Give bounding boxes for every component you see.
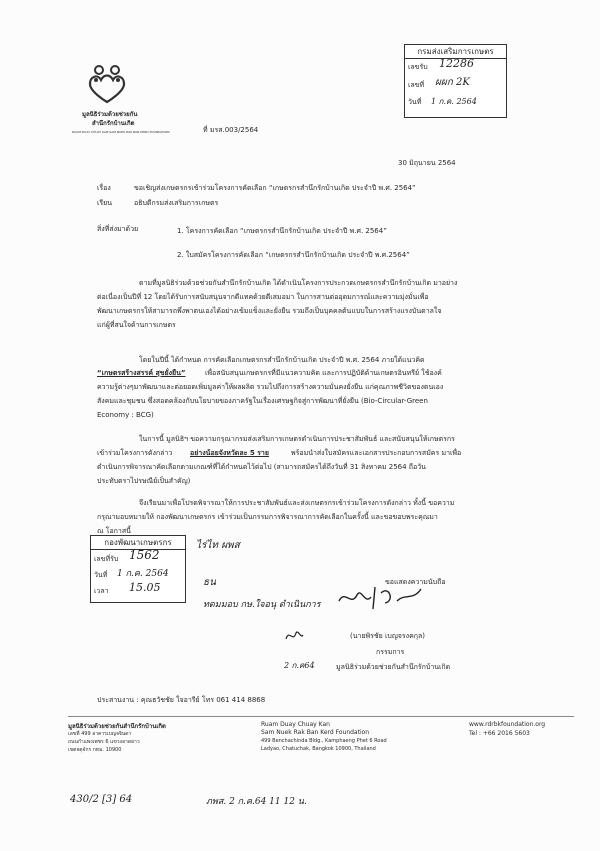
stamp-bottom-label: เลขที่รับ bbox=[94, 555, 119, 563]
receiving-stamp-top bbox=[404, 44, 507, 118]
stamp-top-value: ผผก 2K bbox=[435, 77, 470, 88]
initial-signature-icon bbox=[283, 627, 305, 645]
paragraph-3-line: ในการนี้ มูลนิธิฯ ขอความกรุณากรมส่งเสริมการเกษตรดำเนินการประชาสัมพันธ์ และสนับสนุนให้เกษตรกร bbox=[139, 435, 455, 443]
paragraph-3-line: ดำเนินการพิจารณาคัดเลือกตามเกณฑ์ที่ได้กำหนดไว้ต่อไป (สามารถสมัครได้ถึงวันที่ 31 สิงหาคม 2564 ถือวัน bbox=[97, 463, 426, 471]
to-text: อธิบดีกรมส่งเสริมการเกษตร bbox=[134, 199, 219, 207]
paragraph-2-lead: โดยในปีนี้ ได้กำหนด การคัดเลือกเกษตรกรสำนึกรักบ้านเกิด ประจำปี พ.ศ. 2564 ภายใต้แนวคิด bbox=[139, 356, 425, 364]
handwritten-note-mark: ธน bbox=[203, 577, 216, 588]
footer-th-line: ถนนกำแพงเพชร 6 แขวงลาดยาว bbox=[68, 739, 140, 745]
signer-org: มูลนิธิร่วมด้วยช่วยกันสำนึกรักบ้านเกิด bbox=[336, 663, 451, 671]
enclosure-item: 2. ใบสมัครโครงการคัดเลือก “เกษตรกรสำนึกรักบ้านเกิด ประจำปี พ.ศ.2564” bbox=[177, 251, 410, 259]
paragraph-3-line: พร้อมนำส่งใบสมัครและเอกสารประกอบการสมัคร มาเพื่อ bbox=[291, 449, 462, 457]
handwritten-bottom-mid: ภพส. 2 ก.ค.64 11 12 น. bbox=[206, 797, 307, 807]
stamp-top-value: 12286 bbox=[439, 57, 474, 70]
paragraph-1-line: ต่อเนื่องเป็นปีที่ 12 โดยได้รับการสนับสนุนจากดีแทคด้วยดีเสมอมา ในการสานต่ออุดมการณ์และความมุ่งมั่นเพื่อ bbox=[97, 293, 429, 301]
signer-name: (นายพิรชัย เบญจรงคกุล) bbox=[350, 632, 426, 640]
enclosure-item: 1. โครงการคัดเลือก “เกษตรกรสำนึกรักบ้านเกิด ประจำปี พ.ศ. 2564” bbox=[177, 227, 387, 235]
footer-en-line: 499 Benchachinda Bldg., Kamphaeng Phet 6 Road bbox=[261, 738, 387, 744]
stamp-bottom-value: 1 ก.ค. 2564 bbox=[117, 569, 169, 579]
footer-divider bbox=[68, 716, 574, 717]
handwritten-note-date: 2 ก.ค64 bbox=[284, 661, 315, 670]
signer-title: กรรมการ bbox=[376, 648, 405, 656]
stamp-top-value: 1 ก.ค. 2564 bbox=[431, 97, 477, 106]
paragraph-2-line: ความรู้ต่างๆมาพัฒนาและต่อยอดเพิ่มมูลค่าให้ผลผลิต รวมไปถึงการสร้างความมั่นคงยั่งยืน แก่คุณภาพชีวิตของตนเอง bbox=[97, 383, 444, 391]
handwritten-note-director: ทดมมอบ กษ.ใจอนุ ดำเนินการ bbox=[203, 600, 321, 610]
footer-telephone: Tel : +66 2016 5603 bbox=[469, 730, 530, 737]
paragraph-4-line: ณ โอกาสนี้ bbox=[97, 527, 131, 535]
paragraph-3-emphasis: อย่างน้อยจังหวัดละ 5 ราย bbox=[190, 449, 269, 457]
stamp-bottom-label: เวลา bbox=[94, 587, 109, 595]
paragraph-3-line: เข้าร่วมโครงการดังกล่าว bbox=[97, 449, 173, 457]
handwritten-bottom-left: 430/2 [3] 64 bbox=[70, 794, 133, 805]
paragraph-2-concept: “เกษตรสร้างสรรค์ สุขยั่งยืน” bbox=[97, 369, 186, 377]
coordinator-line: ประสานงาน : คุณธวัชชัย ใจอารีย์ โทร 061 414 8868 bbox=[97, 696, 266, 704]
stamp-top-header: กรมส่งเสริมการเกษตร bbox=[405, 45, 506, 59]
letter-date: 30 มิถุนายน 2564 bbox=[398, 159, 456, 167]
footer-th-line: เขตจตุจักร กทม. 10900 bbox=[68, 747, 122, 753]
stamp-bottom-value: 1562 bbox=[129, 548, 160, 562]
subject-label: เรื่อง bbox=[97, 184, 111, 192]
enclosure-label: สิ่งที่ส่งมาด้วย bbox=[97, 225, 139, 233]
paragraph-3-line: ประทับตราไปรษณีย์เป็นสำคัญ) bbox=[97, 477, 191, 485]
to-label: เรียน bbox=[97, 199, 113, 207]
handwritten-note-right: ไร่ไท ผพส bbox=[196, 540, 240, 551]
closing-text: ขอแสดงความนับถือ bbox=[385, 578, 446, 586]
stamp-bottom-header: กองพัฒนาเกษตรกร bbox=[91, 536, 185, 550]
ref-number: ที่ มรส.003/2564 bbox=[203, 126, 259, 134]
stamp-top-label: วันที่ bbox=[408, 98, 422, 106]
org-name-en-small: RUAM DUAY CHUAY KAN SAM NUEK RAK BAN KERD FOUNDATION bbox=[72, 130, 170, 134]
footer-website: www.rdrbkfoundation.org bbox=[469, 721, 546, 728]
paragraph-2-line: เพื่อสนับสนุนเกษตรกรที่มีแนวความคิด และการปฏิบัติด้านเกษตรอินทรีย์ ใช้องค์ bbox=[205, 369, 442, 377]
footer-th-line: เลขที่ 499 อาคารเบญจจินดา bbox=[68, 731, 132, 737]
paragraph-4-line: จึงเรียนมาเพื่อโปรดพิจารณาให้การประชาสัมพันธ์และส่งเกษตรกรเข้าร่วมโครงการดังกล่าว ทั้งนี้ ขอความ bbox=[139, 499, 455, 507]
receiving-stamp-bottom bbox=[90, 535, 186, 603]
paragraph-2-line: สังคมและชุมชน ซึ่งสอดคล้องกับนโยบายของภาครัฐในเรื่องเศรษฐกิจสู่การพัฒนาที่ยั่งยืน (Bio-Circular-Green bbox=[97, 397, 428, 405]
paragraph-1-line: พัฒนาเกษตรกรให้สามารถพึ่งพาตนเองได้อย่างเข้มแข็งและยั่งยืน รวมถึงเป็นบุคคลต้นแบบในการสร้างแรงบันดาลใจ bbox=[97, 307, 442, 315]
paragraph-4-line: กรุณามอบหมายให้ กองพัฒนาเกษตรกร เข้าร่วมเป็นกรรมการพิจารณาการคัดเลือกในครั้งนี้ และขอขอบพระคุณมา bbox=[97, 513, 438, 521]
stamp-bottom-value: 15.05 bbox=[129, 581, 161, 594]
org-name-line1: มูลนิธิร่วมด้วยช่วยกัน bbox=[82, 111, 138, 118]
footer-th-line: มูลนิธิร่วมด้วยช่วยกันสำนึกรักบ้านเกิด bbox=[68, 723, 166, 730]
stamp-top-label: เลขที่ bbox=[408, 81, 425, 89]
paragraph-2-line: Economy : BCG) bbox=[97, 411, 154, 419]
paragraph-1-line: ตามที่มูลนิธิร่วมด้วยช่วยกันสำนึกรักบ้านเกิด ได้ดำเนินโครงการประกวดเกษตรกรสำนึกรักบ้านเกิด มาอย่าง bbox=[139, 279, 458, 287]
paragraph-1-line: แก่ผู้ที่สนใจด้านการเกษตร bbox=[97, 321, 176, 329]
stamp-bottom-label: วันที่ bbox=[94, 571, 108, 579]
footer-en-line: Ladyao, Chatuchak, Bangkok 10900, Thailand bbox=[261, 746, 376, 752]
stamp-top-label: เลขรับ bbox=[408, 63, 428, 71]
hearts-people-logo-icon bbox=[84, 62, 130, 106]
subject-text: ขอเชิญส่งเกษตรกรเข้าร่วมโครงการคัดเลือก “เกษตรกรสำนึกรักบ้านเกิด ประจำปี พ.ศ. 2564” bbox=[134, 184, 416, 192]
footer-en-line: Sam Nuek Rak Ban Kerd Foundation bbox=[261, 729, 370, 736]
footer-en-line: Ruam Duay Chuay Kan bbox=[261, 721, 330, 728]
org-name-line2: สำนึกรักบ้านเกิด bbox=[92, 120, 135, 127]
